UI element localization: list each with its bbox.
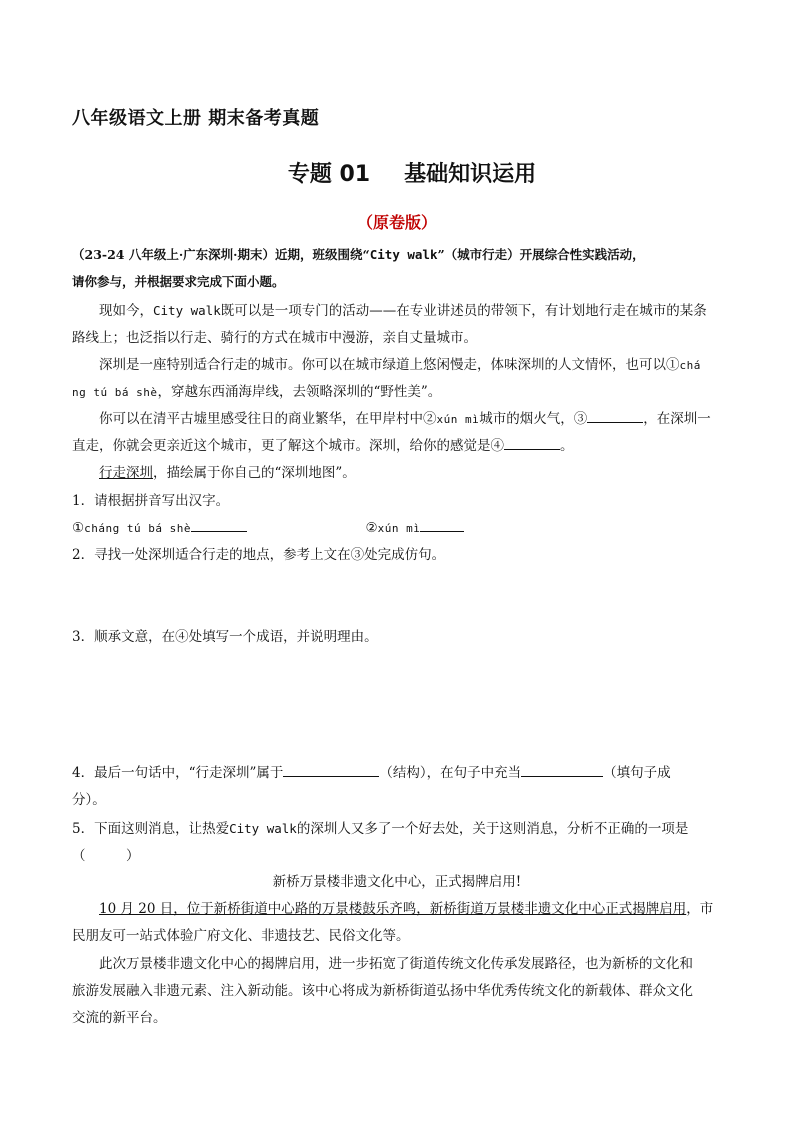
- news-headline: 新桥万景楼非遗文化中心，正式揭牌启用!: [272, 874, 522, 890]
- q4-blank-structure[interactable]: [283, 762, 379, 777]
- p4-underlined-phrase: 行走深圳: [99, 465, 153, 481]
- topic-number: 专题 01: [287, 162, 371, 187]
- topic-title: [0, 157, 794, 188]
- intro-line-1: [72, 241, 722, 268]
- question-1-options: [72, 515, 722, 542]
- q1-opt2-pinyin: xún mì: [377, 522, 421, 535]
- news-p2-line-2: 旅游发展融入非遗元素、注入新动能。该中心将成为新桥街道弘扬中华优秀传统文化的新载体、群众文化: [72, 983, 693, 999]
- q4-text: 4．最后一句话中，“行走深圳”属于: [72, 765, 284, 781]
- intro-text-2: ”（城市行走）开展综合性实践活动，: [437, 247, 645, 262]
- q1-answer-blank-2[interactable]: [420, 517, 464, 532]
- q1-answer-blank-1[interactable]: [191, 517, 247, 532]
- news-lead: [72, 896, 722, 950]
- news-lead-line-2: 民朋友可一站式体验广府文化、非遗技艺、民俗文化等。: [72, 928, 410, 944]
- edition-label: （原卷版）: [356, 213, 437, 232]
- p3-line-2: 直走，你就会更亲近这个城市，更了解这个城市。深圳，给你的感觉是④: [72, 438, 504, 454]
- q4-blank-component[interactable]: [521, 762, 603, 777]
- q5-city-walk: City walk: [229, 821, 297, 836]
- topic-name: 基础知识运用: [404, 162, 537, 187]
- p1-city-walk: City walk: [153, 303, 221, 318]
- q1-opt1-mark: ①: [72, 520, 85, 536]
- q5-text: 5．下面这则消息，让热爱: [72, 821, 230, 837]
- passage-paragraph-3: [72, 406, 722, 460]
- p3-line-2-end: 。: [560, 438, 574, 454]
- blank-3[interactable]: [587, 408, 643, 423]
- q1-opt1-pinyin: cháng tú bá shè: [84, 522, 191, 535]
- q4-text-2: （结构），在句子中充当: [379, 765, 522, 781]
- p1-line-2: 路线上；也泛指以行走、骑行的方式在城市中漫游，亲自丈量城市。: [72, 330, 477, 346]
- news-lead-underlined: 10 月 20 日，位于新桥街道中心路的万景楼鼓乐齐鸣，新桥街道万景楼非遗文化中心正式揭牌启用: [99, 901, 687, 917]
- p3-text-3: ，在深圳一: [643, 411, 711, 427]
- q5-text-2: 的深圳人又多了一个好去处，关于这则消息，分析不正确的一项是: [296, 821, 689, 837]
- news-lead-text: ，市: [686, 901, 714, 917]
- p2-pinyin-2: ng tú bá shè: [72, 386, 158, 399]
- p1-text-2: 既可以是一项专门的活动——在专业讲述员的带领下，有计划地行走在城市的某条: [220, 303, 707, 319]
- p2-text-2: ，穿越东西涌海岸线，去领略深圳的“野性美”。: [157, 384, 442, 400]
- intro-city-walk: City walk: [369, 247, 438, 262]
- news-p2-line-1: 此次万景楼非遗文化中心的揭牌启用，进一步拓宽了街道传统文化传承发展路径，也为新桥的文化和: [99, 956, 693, 972]
- q4-line-2: 分）。: [72, 792, 106, 808]
- p3-text-2: 城市的烟火气，③: [479, 411, 588, 427]
- news-p2-line-3: 交流的新平台。: [72, 1010, 167, 1026]
- intro-text: 近期，班级围绕“: [275, 247, 370, 262]
- question-4: [72, 760, 722, 814]
- p4-text: ，描绘属于你自己的“深圳地图”。: [153, 465, 356, 481]
- passage-paragraph-1: [72, 297, 722, 352]
- intro-source: （23-24 八年级上·广东深圳·期末）: [72, 247, 276, 262]
- news-paragraph-2: [72, 951, 722, 1032]
- blank-4[interactable]: [504, 435, 560, 450]
- passage-paragraph-2: [72, 352, 722, 406]
- p2-text: 深圳是一座特别适合行走的城市。你可以在城市绿道上悠闲慢走，体味深圳的人文情怀，也可以①: [99, 357, 680, 373]
- question-3: 3．顺承文意，在④处填写一个成语，并说明理由。: [72, 629, 378, 645]
- q4-text-3: （填句子成: [603, 765, 671, 781]
- q5-answer-paren[interactable]: （ ）: [72, 848, 140, 864]
- p1-text: 现如今，: [99, 303, 153, 319]
- intro-line-2: 请你参与，并根据要求完成下面小题。: [72, 274, 285, 289]
- question-2: 2．寻找一处深圳适合行走的地点，参考上文在③处完成仿句。: [72, 547, 446, 563]
- p3-pinyin: xún mì: [436, 413, 480, 426]
- p2-pinyin-1: chá: [679, 359, 701, 372]
- passage-paragraph-4: [72, 460, 722, 487]
- p3-text: 你可以在清平古墟里感受往日的商业繁华，在甲岸村中②: [99, 411, 437, 427]
- question-1: 1．请根据拼音写出汉字。: [72, 493, 230, 509]
- question-5: [72, 815, 722, 870]
- series-title: 八年级语文上册 期末备考真题: [72, 108, 320, 129]
- q1-opt2-mark: ②: [365, 520, 378, 536]
